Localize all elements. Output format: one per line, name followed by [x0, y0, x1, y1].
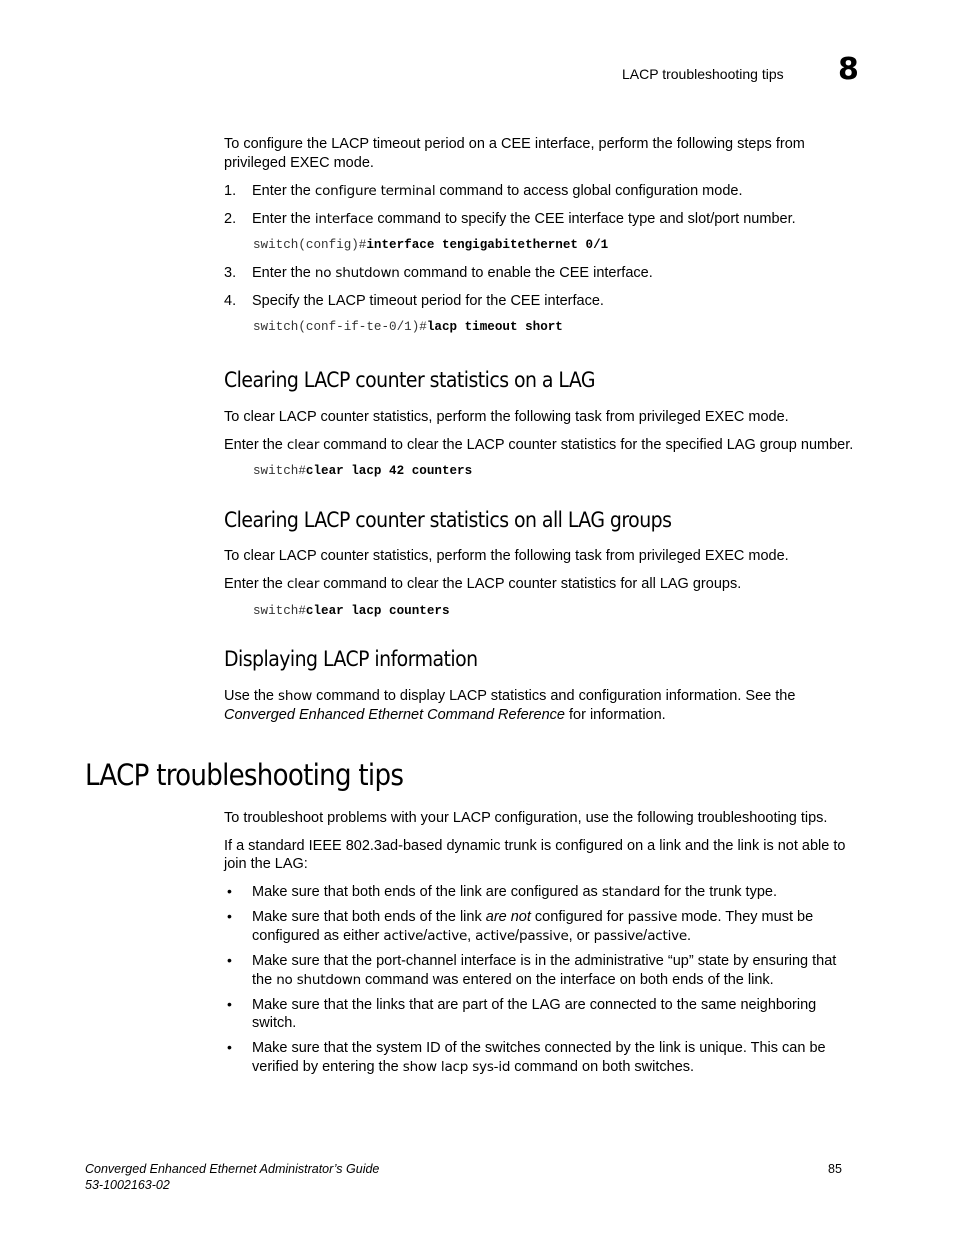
section-paragraph-cont: Converged Enhanced Ethernet Command Reference for information.: [224, 707, 666, 723]
bullet-marker: •: [227, 883, 232, 899]
reference-title: Converged Enhanced Ethernet Command Reference: [224, 707, 565, 723]
code-example-interface: switch(config)#interface tengigabitethernet 0/1: [253, 238, 609, 252]
section-heading-display: Displaying LACP information: [224, 647, 478, 671]
section-paragraph: To clear LACP counter statistics, perform the following task from privileged EXEC mode.: [224, 409, 789, 425]
command-keyword: interface: [314, 211, 374, 227]
chapter-number: 8: [838, 52, 859, 87]
bullet-item-cont: configured as either active/active, active/passive, or passive/active.: [252, 928, 692, 944]
main-paragraph: To troubleshoot problems with your LACP configuration, use the following troubleshooting tips.: [224, 810, 828, 826]
command-keyword: no shutdown: [276, 972, 361, 988]
bullet-item: Make sure that the port-channel interface is in the administrative “up” state by ensuring that: [252, 953, 837, 969]
code-example-clear-all: switch#clear lacp counters: [253, 604, 450, 618]
command-keyword: show lacp sys-id: [402, 1059, 511, 1075]
bullet-marker: •: [227, 908, 232, 924]
bullet-item: Make sure that both ends of the link are not configured for passive mode. They must be: [252, 909, 814, 925]
bullet-marker: •: [227, 996, 232, 1012]
section-heading-clear-all: Clearing LACP counter statistics on all LAG groups: [224, 508, 672, 532]
section-paragraph: Use the show command to display LACP statistics and configuration information. See the: [224, 688, 796, 704]
main-paragraph: If a standard IEEE 802.3ad-based dynamic trunk is configured on a link and the link is not able to: [224, 838, 846, 854]
section-heading-clear-lag: Clearing LACP counter statistics on a LAG: [224, 368, 596, 392]
command-keyword: clear: [286, 437, 320, 453]
code-example-lacp-timeout: switch(conf-if-te-0/1)#lacp timeout short: [253, 320, 563, 334]
bullet-item: Make sure that both ends of the link are configured as standard for the trunk type.: [252, 884, 777, 900]
running-header-title: LACP troubleshooting tips: [622, 66, 784, 82]
step-number: 3.: [224, 265, 237, 281]
section-paragraph: Enter the clear command to clear the LACP counter statistics for the specified LAG group number.: [224, 437, 854, 453]
intro-paragraph: To configure the LACP timeout period on a CEE interface, perform the following steps from privileged EXEC mode.: [224, 136, 805, 171]
bullet-marker: •: [227, 1039, 232, 1055]
footer-doc-number: 53-1002163-02: [85, 1178, 170, 1192]
step-number: 4.: [224, 293, 237, 309]
section-paragraph: Enter the clear command to clear the LACP counter statistics for all LAG groups.: [224, 576, 742, 592]
code-example-clear-42: switch#clear lacp 42 counters: [253, 464, 473, 478]
command-keyword: no shutdown: [314, 265, 400, 281]
command-keyword: configure terminal: [314, 183, 436, 199]
step-number: 2.: [224, 211, 237, 227]
command-keyword: clear: [286, 576, 320, 592]
step-number: 1.: [224, 183, 237, 199]
command-keyword: passive: [627, 909, 678, 925]
command-keyword: standard: [601, 884, 661, 900]
bullet-item-cont: the no shutdown command was entered on the interface on both ends of the link.: [252, 972, 774, 988]
footer-page-number: 85: [828, 1162, 842, 1176]
chapter-section-heading: LACP troubleshooting tips: [85, 758, 404, 792]
bullet-item-cont: switch.: [252, 1015, 297, 1031]
section-paragraph: To clear LACP counter statistics, perform the following task from privileged EXEC mode.: [224, 548, 789, 564]
footer-guide-title: Converged Enhanced Ethernet Administrator’s Guide: [85, 1162, 380, 1176]
bullet-marker: •: [227, 952, 232, 968]
bullet-item-cont: verified by entering the show lacp sys-id command on both switches.: [252, 1059, 695, 1075]
command-keyword: show: [278, 688, 313, 704]
main-paragraph-cont: join the LAG:: [224, 856, 308, 872]
bullet-item: Make sure that the system ID of the switches connected by the link is unique. This can be: [252, 1040, 826, 1056]
bullet-item: Make sure that the links that are part of the LAG are connected to the same neighboring: [252, 997, 817, 1013]
